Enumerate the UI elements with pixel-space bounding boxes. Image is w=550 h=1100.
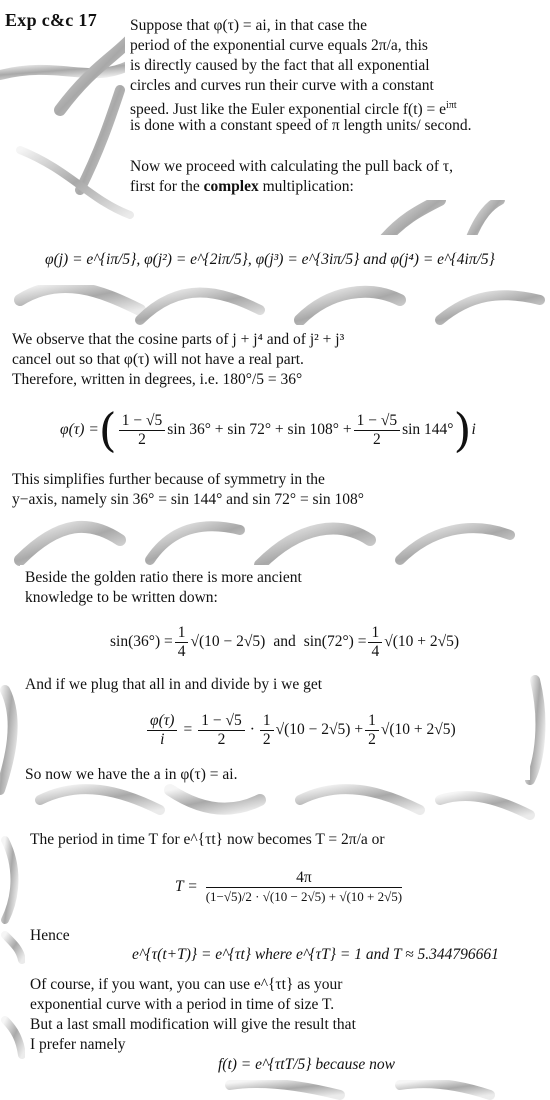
so-now-line: So now we have the a in φ(τ) = ai. [25,766,238,783]
equation-1: φ(j) = e^{iπ/5}, φ(j²) = e^{2iπ/5}, φ(j³) = e^{3iπ/5} and φ(j⁴) = e^{4iπ/5} [45,251,495,268]
ofcourse-line-2: exponential curve with a period in time of size T. [30,996,335,1013]
intro-line-2: period of the exponential curve equals 2π/a, this [130,37,428,54]
equation-4 [145,708,456,752]
equation-2 [60,405,476,455]
observe-line-2: cancel out so that φ(τ) will not have a real part. [12,351,304,368]
equation-3 [110,620,459,664]
ofcourse-line-1: Of course, if you want, you can use e^{τt} as your [30,976,343,993]
eq3-root-1: √(10 − 2√5) [190,633,266,650]
eq4-half-2: $\frac{1}{2}$ [365,712,379,749]
proceed-line-1: Now we proceed with calculating the pull back of τ, [130,158,454,175]
observe-line-3: Therefore, written in degrees, i.e. 180°/5 = 36° [12,371,303,388]
eq4-root-1: √(10 − 2√5) + [275,721,364,738]
eq2-middle: sin 36° + sin 72° + sin 108° + [167,421,352,438]
eq4-root-2: √(10 + 2√5) [380,721,456,738]
eq4-lhs-fraction: $\frac{\varphi(\tau)}{i}$ [147,712,177,749]
eq3-quarter-1: $\frac{1}{4}$ [175,624,189,661]
eq5-fraction: $\frac{4\pi}{(1-√5)/2 \cdot √(10 - 2√5) + √(10 + 2√5)}$ [205,868,403,904]
intro-line-3: is directly caused by the fact that all exponential [130,57,430,74]
eq2-i: i [471,421,476,438]
hence-label: Hence [30,927,70,944]
equation-6: e^{τ(t+T)} = e^{τt} where e^{τT} = 1 and T ≈ 5.344796661 [132,946,499,963]
intro-line-5: speed. Just like the Euler exponential circle f(t) = e [130,101,447,119]
eq3-root-2: √(10 + 2√5) [384,633,460,650]
proceed-text-end: multiplication: [262,178,354,195]
ofcourse-line-3: But a last small modification will give the result that [30,1016,356,1033]
eq2-close-paren: ) [453,403,472,457]
eq3-quarter-2: $\frac{1}{4}$ [368,624,382,661]
golden-line-1: Beside the golden ratio there is more ancient [25,569,302,586]
page-title: Exp c&c 17 [5,10,97,30]
eq4-half-1: $\frac{1}{2}$ [260,712,274,749]
intro-line-4: circles and curves run their curve with a constant [130,77,434,94]
intro-line-1: Suppose that φ(τ) = ai, in that case the [130,17,367,34]
eq3-sin72: sin(72°) = [303,633,367,650]
eq2-fraction-1: $\frac{1 - √5}{2}$ [119,412,166,449]
period-line: The period in time T for e^{τt} now becomes T = 2π/a or [30,831,385,848]
intro-line-6: is done with a constant speed of π length units/ second. [130,117,472,134]
eq3-sin36: sin(36°) = [110,633,173,650]
eq3-and: and [273,633,296,650]
eq2-open-paren: ( [98,403,117,457]
equation-7: f(t) = e^{τtT/5} because now [218,1056,396,1073]
eq2-fraction-2: $\frac{1 - √5}{2}$ [354,412,401,449]
proceed-line-2 [130,177,354,197]
ofcourse-line-4: I prefer namely [30,1036,126,1053]
equation-5 [175,862,404,912]
plug-line: And if we plug that all in and divide by i we get [25,676,323,693]
simplify-line-1: This simplifies further because of symmetry in the [12,471,325,488]
eq5-lhs: T = [175,878,198,895]
eq4-equals: = [183,721,193,738]
eq4-dot: · [249,721,255,738]
observe-line-1: We observe that the cosine parts of j + j⁴ and of j² + j³ [12,331,345,348]
intro-exponent: iπt [446,100,457,111]
eq2-tail: sin 144° [402,421,454,438]
proceed-text: first for the [130,178,200,195]
eq2-lhs: φ(τ) = [60,421,99,438]
proceed-bold: complex [203,178,259,195]
eq4-golden-fraction: $\frac{1 - √5}{2}$ [198,712,245,749]
golden-line-2: knowledge to be written down: [25,589,218,606]
simplify-line-2: y−axis, namely sin 36° = sin 144° and sin 72° = sin 108° [12,491,364,508]
